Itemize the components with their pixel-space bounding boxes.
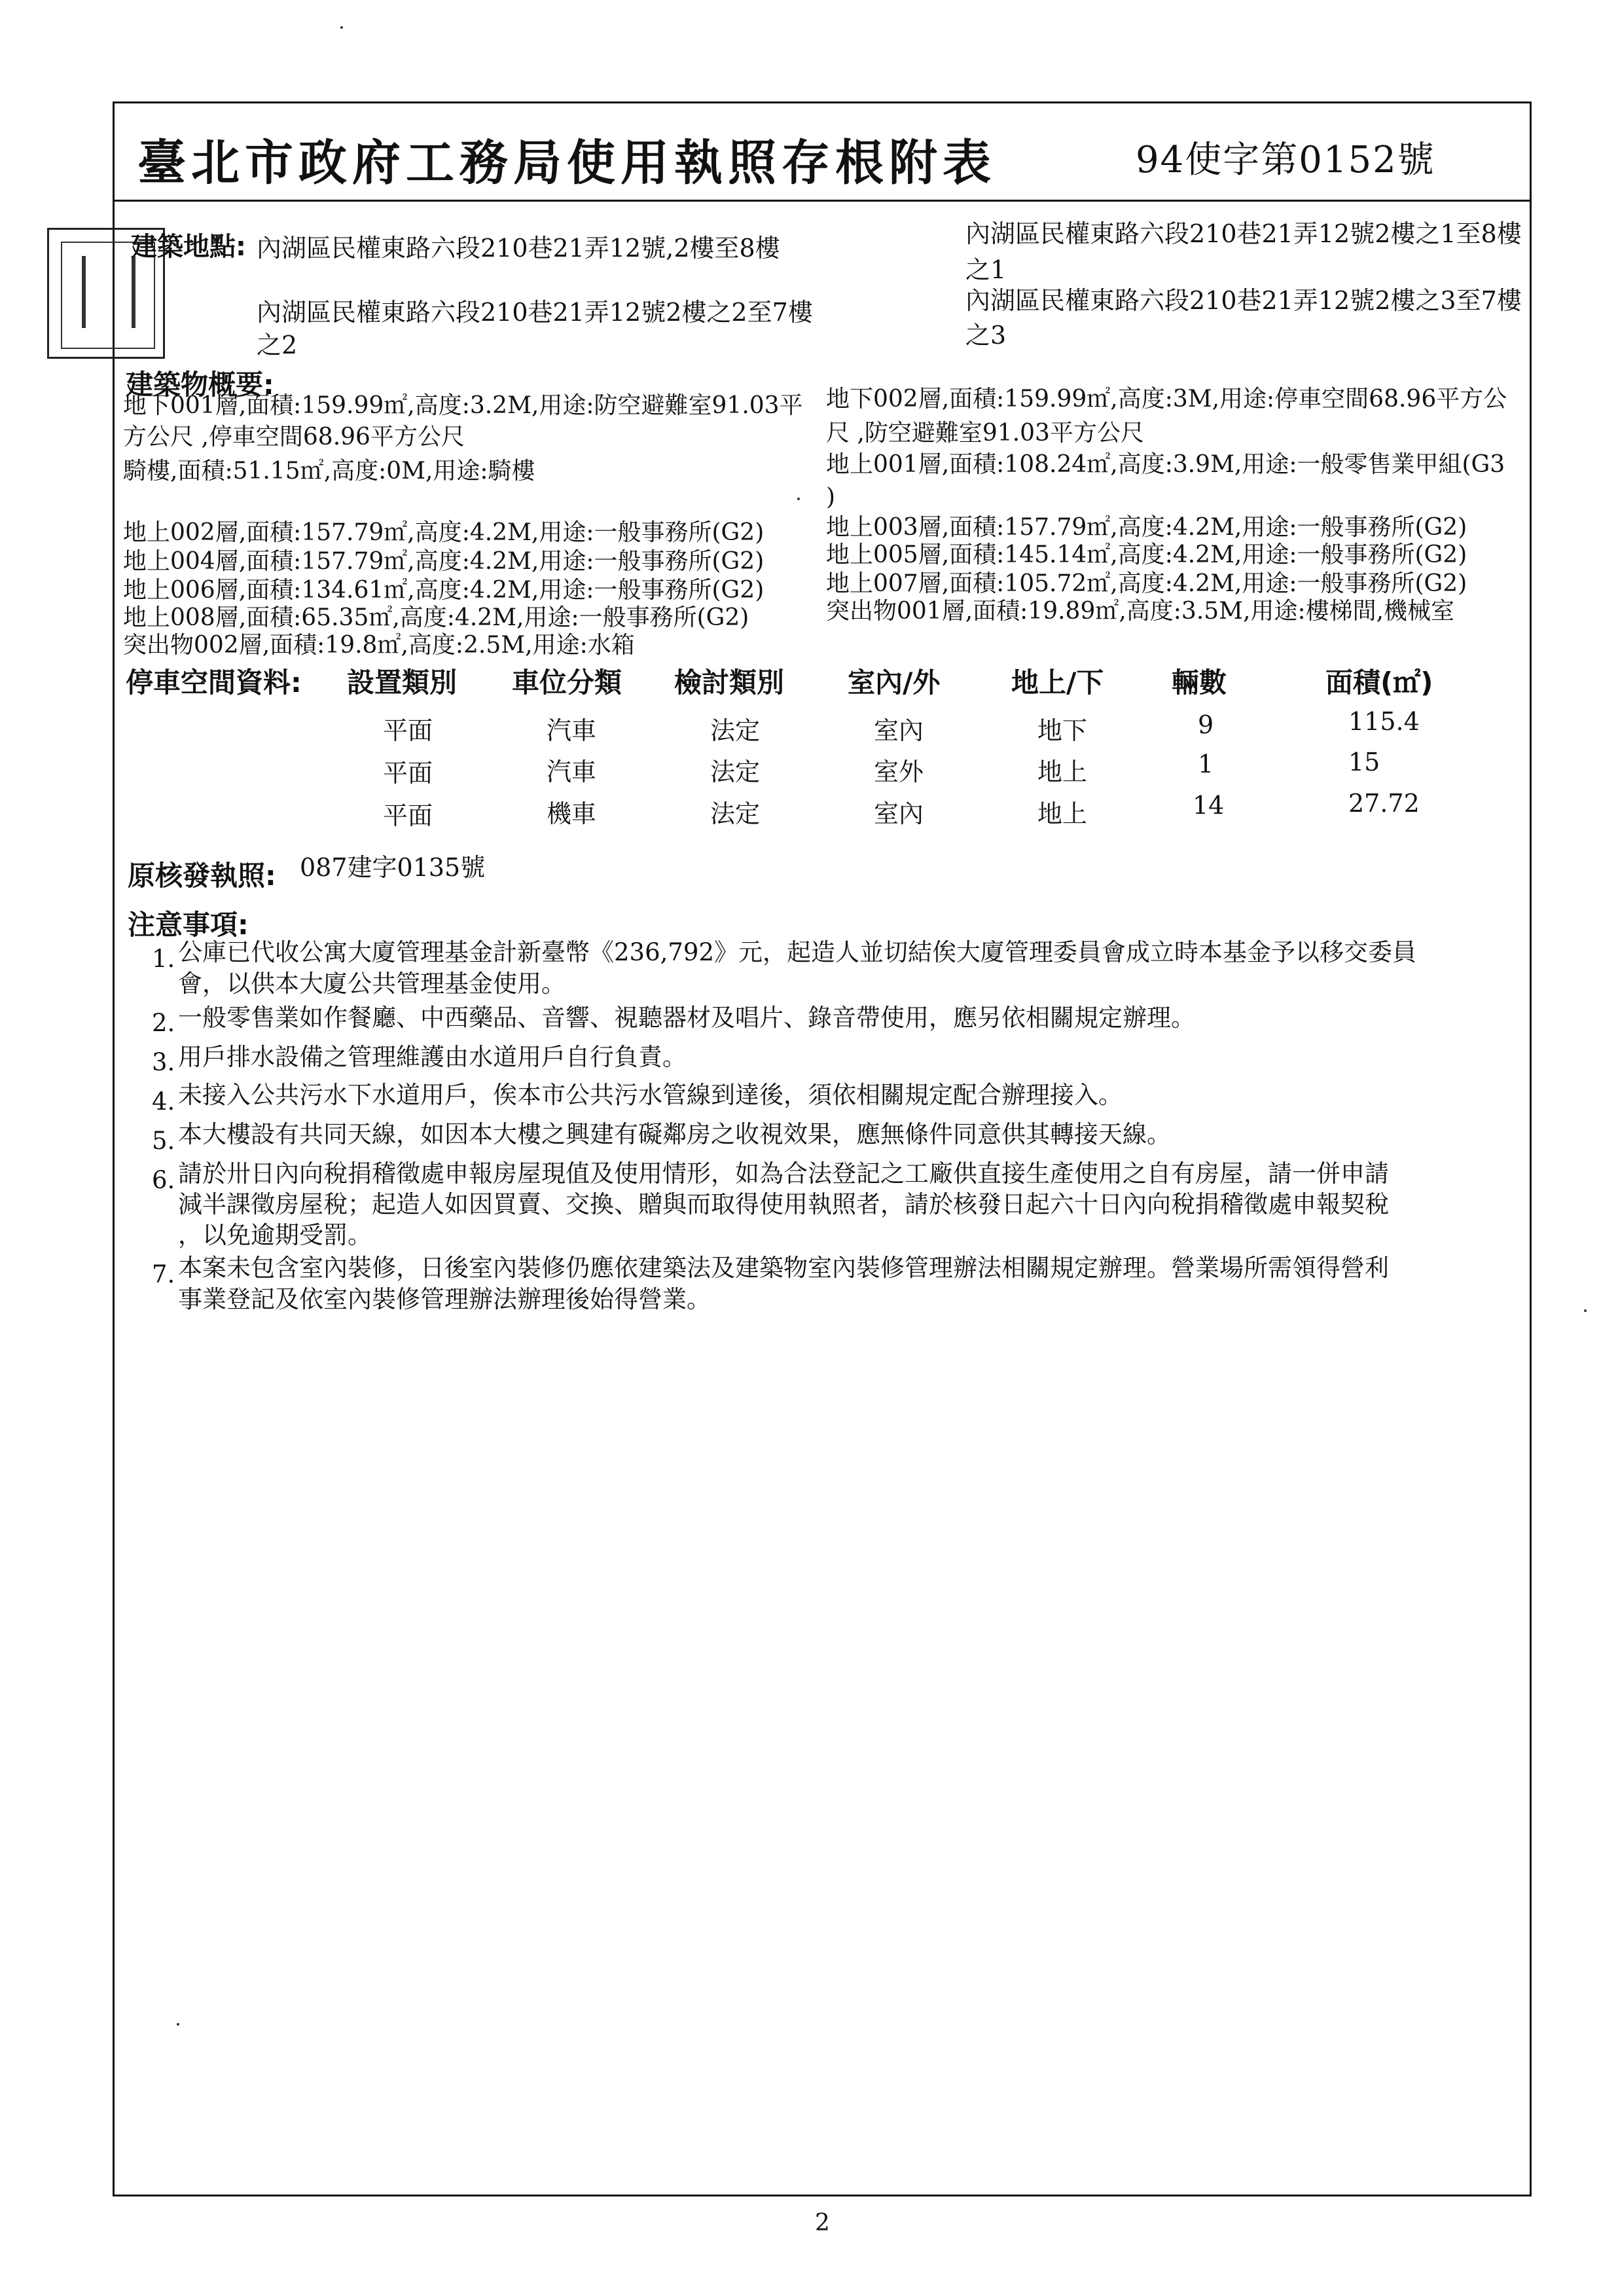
overview-right-2: 尺 ,防空避難室91.03平方公尺 [826,420,1144,446]
note-line: 會，以供本大廈公共管理基金使用。 [178,970,566,998]
overview-right-3: 地上001層,面積:108.24㎡,高度:3.9M,用途:一般零售業甲組(G3 [826,451,1505,478]
overview-label: 建築物概要: [126,369,274,401]
parking-header-type: 設置類別 [347,666,458,699]
address-line-4b: 之3 [965,321,1007,350]
overview-right-7: 地上007層,面積:105.72㎡,高度:4.2M,用途:一般事務所(G2) [826,570,1467,597]
parking-header-vehicle: 車位分類 [512,666,622,699]
address-line-1: 內湖區民權東路六段210巷21弄12號,2樓至8樓 [257,234,780,263]
overview-left-8: 突出物002層,面積:19.8㎡,高度:2.5M,用途:水箱 [123,632,635,659]
overview-right-4: ) [826,484,836,511]
header-divider [113,200,1532,202]
parking-header-count: 輛數 [1172,666,1227,699]
original-permit-label: 原核發執照: [128,860,276,892]
note-number: 1. [152,945,175,973]
parking-cell: 平面 [383,716,433,745]
parking-header-area: 面積(㎡) [1325,666,1433,699]
parking-header-review: 檢討類別 [674,666,785,699]
overview-left-7: 地上008層,面積:65.35㎡,高度:4.2M,用途:一般事務所(G2) [123,604,749,631]
parking-cell: 115.4 [1348,707,1420,736]
note-line: 事業登記及依室內裝修管理辦法辦理後始得營業。 [178,1285,711,1313]
note-line: 本案未包含室內裝修，日後室內裝修仍應依建築法及建築物室內裝修管理辦法相關規定辦理。營業場所需領得營利 [178,1254,1389,1282]
scan-speck [797,498,800,500]
parking-cell: 地上 [1037,757,1088,786]
overview-right-8: 突出物001層,面積:19.89㎡,高度:3.5M,用途:樓梯間,機械室 [826,598,1455,625]
note-line: 一般零售業如作餐廳、中西藥品、音響、視聽器材及唱片、錄音帶使用，應另依相關規定辦理。 [178,1004,1195,1032]
overview-right-1: 地下002層,面積:159.99㎡,高度:3M,用途:停車空間68.96平方公 [826,386,1507,412]
document-title: 臺北市政府工務局使用執照存根附表 [137,135,996,191]
scan-speck [340,26,343,29]
site-label: 建築地點: [131,232,246,262]
note-line: ，以免逾期受罰。 [178,1221,372,1249]
address-line-2b: 之1 [965,255,1007,284]
parking-cell: 室內 [874,716,924,745]
note-line: 未接入公共污水下水道用戶，俟本市公共污水管線到達後，須依相關規定配合辦理接入。 [178,1081,1123,1109]
parking-label: 停車空間資料: [126,666,302,699]
note-line: 減半課徵房屋稅；起造人如因買賣、交換、贈與而取得使用執照者，請於核發日起六十日內向稅捐稽徵處申報契稅 [178,1190,1389,1218]
note-line: 本大樓設有共同天線，如因本大樓之興建有礙鄰房之收視效果，應無條件同意供其轉接天線。 [178,1120,1171,1148]
parking-cell: 15 [1348,748,1380,776]
overview-left-5: 地上004層,面積:157.79㎡,高度:4.2M,用途:一般事務所(G2) [123,548,764,575]
note-number: 4. [152,1087,175,1116]
parking-cell: 平面 [383,759,433,788]
note-number: 7. [152,1260,175,1288]
parking-cell: 9 [1198,710,1214,739]
overview-left-4: 地上002層,面積:157.79㎡,高度:4.2M,用途:一般事務所(G2) [123,519,764,546]
parking-cell: 平面 [383,801,433,830]
parking-cell: 法定 [710,716,761,745]
parking-header-level: 地上/下 [1011,666,1104,699]
overview-right-5: 地上003層,面積:157.79㎡,高度:4.2M,用途:一般事務所(G2) [826,514,1467,541]
parking-cell: 法定 [710,799,761,828]
parking-cell: 機車 [547,799,597,828]
parking-cell: 14 [1193,791,1225,820]
address-line-2: 內湖區民權東路六段210巷21弄12號2樓之1至8樓 [965,219,1522,248]
parking-cell: 1 [1198,750,1214,778]
note-line: 請於卅日內向稅捐稽徵處申報房屋現值及使用情形，如為合法登記之工廠供直接生產使用之自有房屋，請一併申請 [178,1159,1389,1188]
permit-number: 94使字第0152號 [1136,139,1435,181]
note-number: 3. [152,1048,175,1076]
parking-cell: 地下 [1037,716,1088,745]
parking-cell: 地上 [1037,799,1088,828]
notes-label: 注意事項: [128,909,249,941]
note-line: 公庫已代收公寓大廈管理基金計新臺幣《236,792》元，起造人並切結俟大廈管理委員會成立時本基金予以移交委員 [178,938,1417,966]
parking-header-indoor: 室內/外 [848,666,941,699]
overview-left-1: 地下001層,面積:159.99㎡,高度:3.2M,用途:防空避難室91.03平 [123,392,803,419]
address-line-3b: 之2 [257,331,298,359]
note-number: 2. [152,1009,175,1037]
note-number: 6. [152,1166,175,1194]
note-line: 用戶排水設備之管理維護由水道用戶自行負責。 [178,1043,687,1071]
overview-left-3: 騎樓,面積:51.15㎡,高度:0M,用途:騎樓 [123,458,535,484]
scan-speck [1584,1309,1587,1312]
page-number: 2 [815,2210,830,2236]
overview-right-6: 地上005層,面積:145.14㎡,高度:4.2M,用途:一般事務所(G2) [826,541,1467,568]
parking-cell: 27.72 [1348,789,1420,818]
original-permit-value: 087建字0135號 [300,853,486,882]
parking-cell: 室外 [874,757,924,786]
overview-left-6: 地上006層,面積:134.61㎡,高度:4.2M,用途:一般事務所(G2) [123,577,764,604]
parking-cell: 室內 [874,799,924,828]
parking-cell: 法定 [710,757,761,786]
parking-cell: 汽車 [547,716,597,745]
address-line-4: 內湖區民權東路六段210巷21弄12號2樓之3至7樓 [965,286,1522,315]
note-number: 5. [152,1127,175,1155]
scan-speck [177,2023,179,2026]
parking-cell: 汽車 [547,757,597,786]
address-line-3: 內湖區民權東路六段210巷21弄12號2樓之2至7樓 [257,298,813,327]
overview-left-2: 方公尺 ,停車空間68.96平方公尺 [123,424,465,450]
